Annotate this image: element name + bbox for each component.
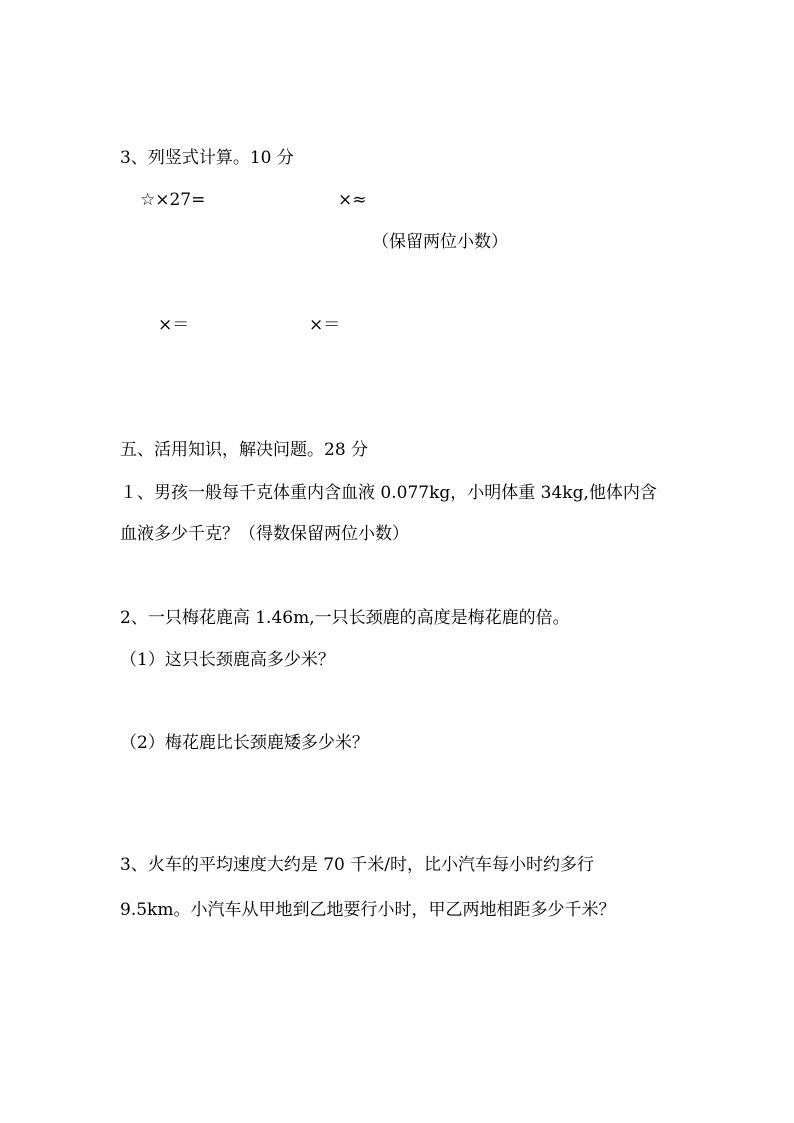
question-2-line-1: 2、一只梅花鹿高 1.46m,一只长颈鹿的高度是梅花鹿的倍。 xyxy=(120,608,570,628)
calc-expression-1: ☆×27= xyxy=(140,190,206,210)
question-1-line-1: １、男孩一般每千克体重内含血液 0.077kg，小明体重 34kg,他体内含 xyxy=(120,483,657,503)
section-3-heading: 3、列竖式计算。10 分 xyxy=(120,148,294,168)
calc-expression-2: ×≈ xyxy=(338,190,367,210)
question-2-sub-1: （1）这只长颈鹿高多少米？ xyxy=(120,650,335,670)
calc-note: （保留两位小数） xyxy=(372,232,508,252)
calc-expression-3: ×＝ xyxy=(158,315,190,335)
section-5-heading: 五、活用知识，解决问题。28 分 xyxy=(120,440,369,460)
question-2-sub-2: （2）梅花鹿比长颈鹿矮多少米？ xyxy=(120,733,369,753)
question-1-line-2: 血液多少千克？（得数保留两位小数） xyxy=(120,524,409,544)
calc-expression-4: ×＝ xyxy=(309,315,341,335)
question-3-line-1: 3、火车的平均速度大约是 70 千米/时，比小汽车每小时约多行 xyxy=(120,855,594,875)
question-3-line-2: 9.5km。小汽车从甲地到乙地要行小时，甲乙两地相距多少千米？ xyxy=(120,900,616,920)
